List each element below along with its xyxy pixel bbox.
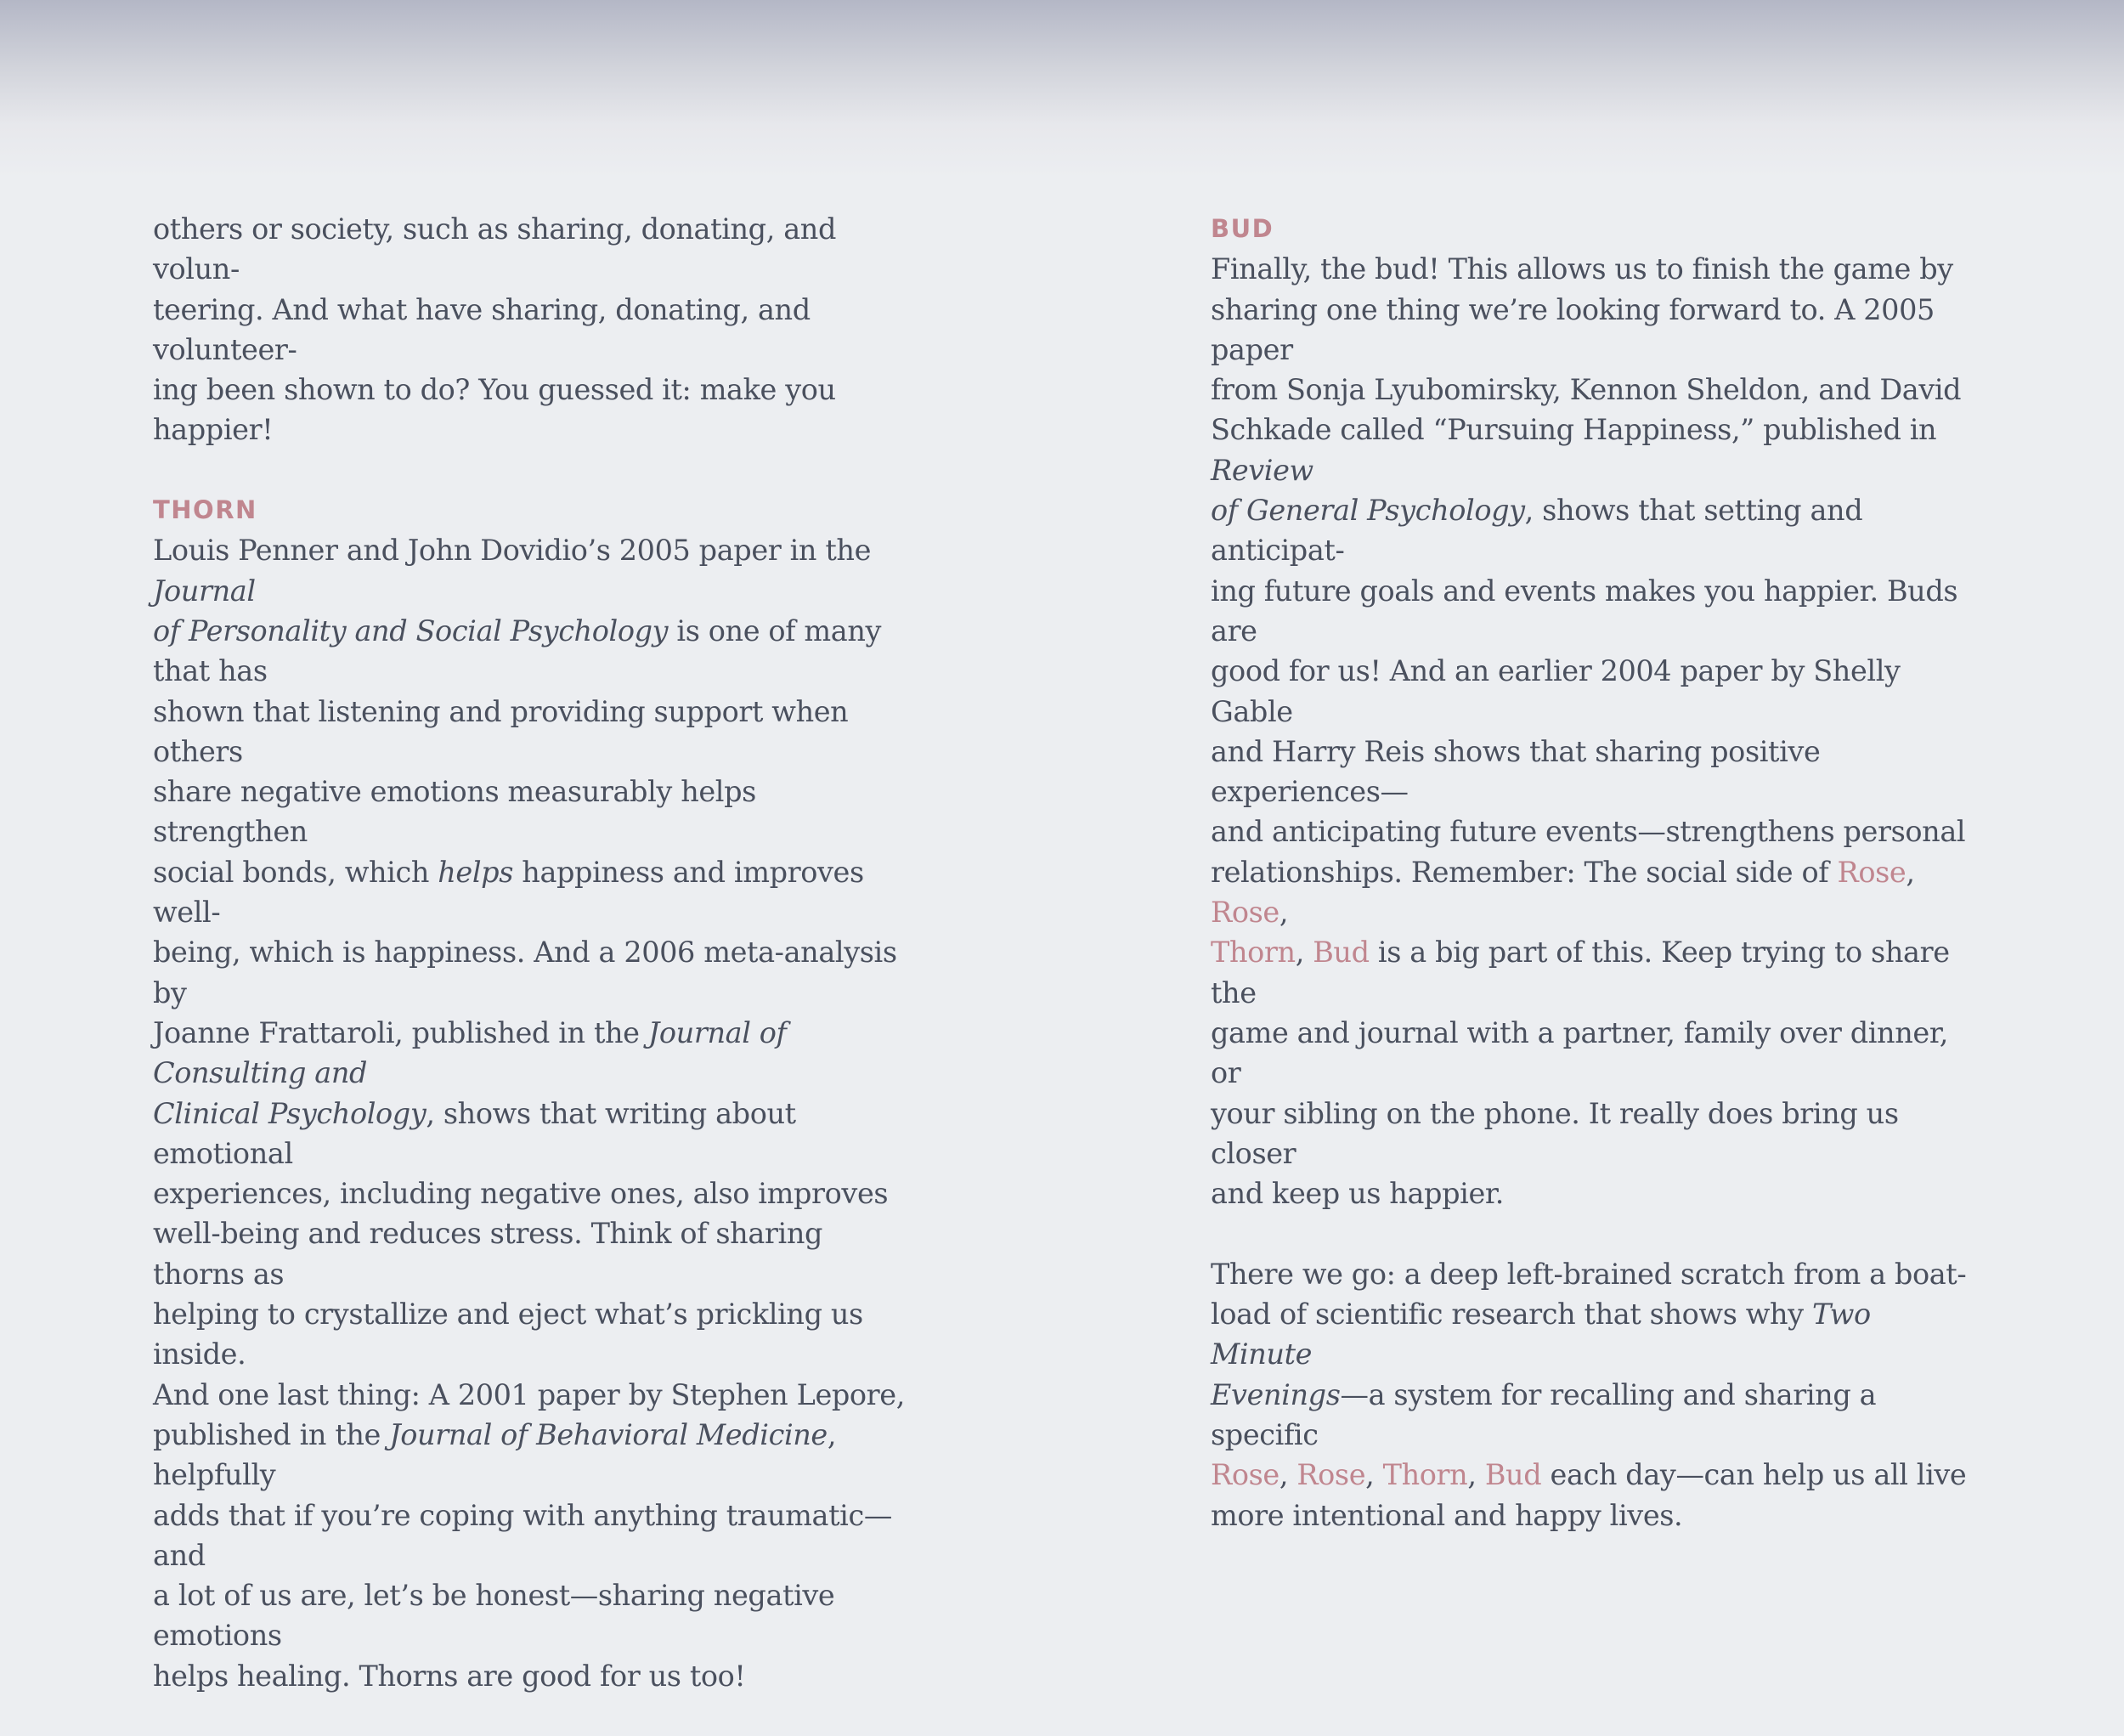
thorn-text-5: , helpfully adds that if you’re coping with anything traumatic—and a lot of us are, let’s be honest—sharing negative emotions helps healing. Thorns are good for us too!	[153, 1417, 892, 1693]
thorn-text-2: is one of many that has shown that listening and providing support when others share negative emotions measurably helps strengthen social bonds, which	[153, 614, 882, 889]
thorn-text-3: happiness and improves well- being, which is happiness. And a 2006 meta-analysis by Joanne Frattaroli, published in the	[153, 855, 897, 1049]
separator: ,	[1467, 1458, 1485, 1492]
journal-title-consulting: Journal of Consulting and Clinical Psychology	[153, 1015, 787, 1130]
keyword-rose: Rose	[1296, 1458, 1366, 1492]
closing-text-3: each day—can help us all live more intentional and happy lives.	[1211, 1458, 1967, 1532]
thorn-text-4: , shows that writing about emotional experiences, including negative ones, also improves well-being and reduces stress. Think of sharing thorns as helping to crystallize and eject what’s prickling us inside. And one last thing: A 2001 paper by Stephen Lepore, published in the	[153, 1096, 905, 1451]
keyword-bud: Bud	[1313, 936, 1370, 970]
right-column	[1211, 209, 1975, 1575]
intro-text: others or society, such as sharing, donating, and volun- teering. And what have sharing, donating, and volunteer- ing been shown to do? You guessed it: make you happier!	[153, 212, 837, 447]
closing-section	[1211, 1254, 1975, 1535]
bud-heading: BUD	[1211, 214, 1274, 243]
bud-text-3: is a big part of this. Keep trying to share the game and journal with a partner, family over dinner, or your sibling on the phone. It really does bring us closer and keep us happier.	[1211, 936, 1950, 1211]
closing-text-2: —a system for recalling and sharing a specific	[1211, 1377, 1877, 1451]
keyword-bud: Bud	[1484, 1458, 1542, 1492]
journal-title-general: Review of General Psychology	[1211, 453, 1525, 528]
separator: ,	[1365, 1458, 1383, 1492]
keyword-thorn: Thorn	[1382, 1458, 1468, 1492]
separator: ,	[1906, 855, 1915, 889]
separator: ,	[1279, 896, 1289, 930]
left-column	[153, 209, 918, 1736]
keyword-thorn: Thorn	[1211, 936, 1296, 970]
separator: ,	[1279, 1458, 1297, 1492]
keyword-rose: Rose	[1211, 896, 1279, 930]
journal-title-personality: Journal of Personality and Social Psychology	[153, 574, 669, 647]
thorn-section	[153, 490, 918, 1696]
intro-paragraph	[153, 209, 918, 450]
thorn-heading: THORN	[153, 495, 257, 525]
bud-paragraph	[1211, 249, 1975, 1213]
bud-text-1: Finally, the bud! This allows us to finish the game by sharing one thing we’re looking forward to. A 2005 paper from Sonja Lyubomirsky, Kennon Sheldon, and David Schkade called “Pursuing Happiness,” published in	[1211, 252, 1962, 447]
emphasis-helps: helps	[438, 855, 514, 889]
thorn-paragraph	[153, 530, 918, 1696]
journal-title-behavioral: Journal of Behavioral Medicine	[389, 1417, 828, 1451]
keyword-rose: Rose	[1837, 855, 1907, 889]
closing-text-1: There we go: a deep left-brained scratch from a boat- load of scientific research that shows why	[1211, 1257, 1967, 1332]
bud-text-2: , shows that setting and anticipat- ing future goals and events makes you happier. Buds are good for us! And an earlier 2004 paper by Shelly Gable and Harry Reis shows that sharing positive experiences— and anticipating future events—strengthens personal relationships. Remember: The social side of	[1211, 494, 1966, 889]
book-title: Two Minute Evenings	[1211, 1298, 1871, 1411]
page-top-shadow	[0, 0, 2124, 178]
separator: ,	[1295, 936, 1313, 970]
closing-paragraph	[1211, 1254, 1975, 1535]
thorn-text-1: Louis Penner and John Dovidio’s 2005 paper in the	[153, 534, 872, 568]
keyword-rose: Rose	[1211, 1458, 1279, 1492]
bud-section	[1211, 209, 1975, 1213]
